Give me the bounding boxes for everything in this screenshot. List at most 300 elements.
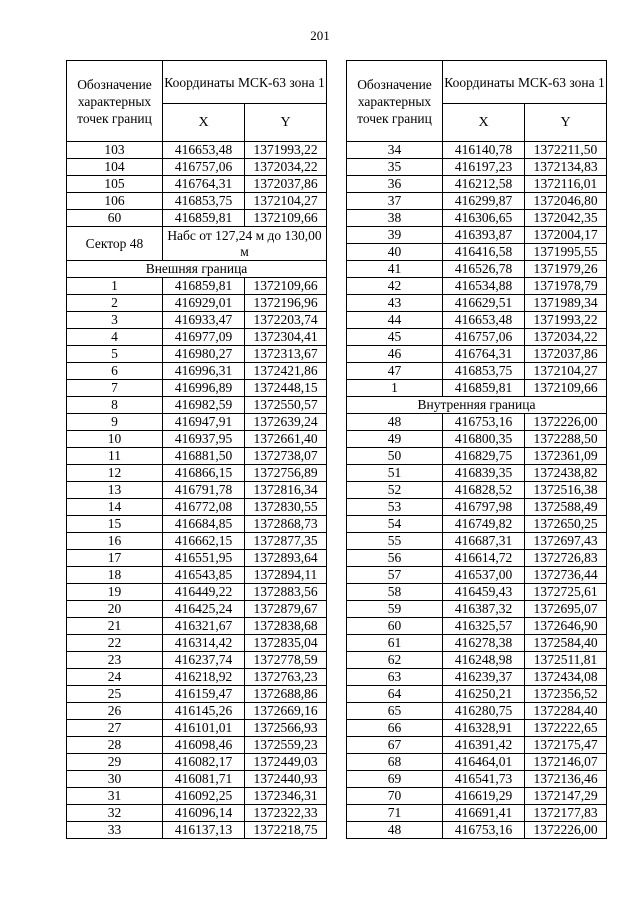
y-value: 1372361,09 (525, 448, 607, 465)
y-value: 1372566,93 (245, 720, 327, 737)
point-id: 46 (347, 346, 443, 363)
y-value: 1372588,49 (525, 499, 607, 516)
point-id: 55 (347, 533, 443, 550)
table-row (347, 227, 607, 244)
x-value: 416619,29 (443, 788, 525, 805)
x-value: 416757,06 (443, 329, 525, 346)
x-value: 416314,42 (163, 635, 245, 652)
point-id: 37 (347, 193, 443, 210)
left-rows-b (67, 278, 327, 839)
point-id: 14 (67, 499, 163, 516)
x-value: 416614,72 (443, 550, 525, 567)
table-row (347, 363, 607, 380)
point-id: 10 (67, 431, 163, 448)
table-row (347, 550, 607, 567)
table-row (347, 652, 607, 669)
table-row (67, 193, 327, 210)
point-id: 48 (347, 822, 443, 839)
y-value: 1372037,86 (245, 176, 327, 193)
page-number: 201 (310, 28, 330, 43)
point-id: 15 (67, 516, 163, 533)
x-value: 416753,16 (443, 822, 525, 839)
table-row (67, 380, 327, 397)
msk-header: Координаты МСК-63 зона 1 (443, 61, 607, 104)
x-value: 416653,48 (163, 142, 245, 159)
designation-header: Обозначение характерных точек границ (67, 61, 163, 142)
y-value: 1372134,83 (525, 159, 607, 176)
point-id: 1 (347, 380, 443, 397)
y-value: 1372313,67 (245, 346, 327, 363)
msk-header: Координаты МСК-63 зона 1 (163, 61, 327, 104)
x-value: 416321,67 (163, 618, 245, 635)
point-id: 58 (347, 584, 443, 601)
x-header: X (163, 104, 245, 142)
point-id: 69 (347, 771, 443, 788)
y-value: 1371989,34 (525, 295, 607, 312)
point-id: 24 (67, 669, 163, 686)
x-value: 416829,75 (443, 448, 525, 465)
y-value: 1372116,01 (525, 176, 607, 193)
table-row (67, 601, 327, 618)
table-row (347, 686, 607, 703)
table-row (67, 414, 327, 431)
sector-value: Набс от 127,24 м до 130,00 м (163, 227, 327, 261)
x-value: 416691,41 (443, 805, 525, 822)
x-value: 416218,92 (163, 669, 245, 686)
point-id: 65 (347, 703, 443, 720)
coordinates-table-left (66, 60, 327, 839)
table-row (67, 312, 327, 329)
point-id: 6 (67, 363, 163, 380)
point-id: 57 (347, 567, 443, 584)
x-value: 416551,95 (163, 550, 245, 567)
y-value: 1372868,73 (245, 516, 327, 533)
y-value: 1371979,26 (525, 261, 607, 278)
x-value: 416757,06 (163, 159, 245, 176)
x-value: 416534,88 (443, 278, 525, 295)
x-value: 416653,48 (443, 312, 525, 329)
x-value: 416393,87 (443, 227, 525, 244)
point-id: 23 (67, 652, 163, 669)
point-id: 51 (347, 465, 443, 482)
x-value: 416996,31 (163, 363, 245, 380)
x-value: 416828,52 (443, 482, 525, 499)
table-row (347, 431, 607, 448)
table-row (347, 448, 607, 465)
table-row (347, 533, 607, 550)
point-id: 104 (67, 159, 163, 176)
table-row (347, 465, 607, 482)
table-row (67, 465, 327, 482)
point-id: 54 (347, 516, 443, 533)
y-value: 1371995,55 (525, 244, 607, 261)
table-row (347, 278, 607, 295)
x-value: 416980,27 (163, 346, 245, 363)
x-value: 416933,47 (163, 312, 245, 329)
table-row (67, 176, 327, 193)
x-value: 416459,43 (443, 584, 525, 601)
table-row (67, 754, 327, 771)
y-value: 1372034,22 (245, 159, 327, 176)
point-id: 33 (67, 822, 163, 839)
table-row (347, 380, 607, 397)
x-value: 416081,71 (163, 771, 245, 788)
point-id: 31 (67, 788, 163, 805)
point-id: 17 (67, 550, 163, 567)
y-value: 1372147,29 (525, 788, 607, 805)
point-id: 22 (67, 635, 163, 652)
y-value: 1372650,25 (525, 516, 607, 533)
y-value: 1372034,22 (525, 329, 607, 346)
point-id: 8 (67, 397, 163, 414)
x-value: 416541,73 (443, 771, 525, 788)
point-id: 1 (67, 278, 163, 295)
point-id: 105 (67, 176, 163, 193)
point-id: 27 (67, 720, 163, 737)
table-row (347, 788, 607, 805)
table-row (67, 346, 327, 363)
table-row (347, 193, 607, 210)
point-id: 25 (67, 686, 163, 703)
y-value: 1372226,00 (525, 822, 607, 839)
y-value: 1372109,66 (245, 278, 327, 295)
x-value: 416082,17 (163, 754, 245, 771)
outer-boundary-label: Внешняя граница (67, 261, 327, 278)
point-id: 70 (347, 788, 443, 805)
table-row (347, 244, 607, 261)
y-value: 1372883,56 (245, 584, 327, 601)
table-row (347, 176, 607, 193)
y-value: 1372322,33 (245, 805, 327, 822)
point-id: 52 (347, 482, 443, 499)
y-value: 1372226,00 (525, 414, 607, 431)
x-value: 416543,85 (163, 567, 245, 584)
table-row (67, 822, 327, 839)
table-row (347, 584, 607, 601)
point-id: 34 (347, 142, 443, 159)
point-id: 28 (67, 737, 163, 754)
point-id: 48 (347, 414, 443, 431)
y-value: 1372346,31 (245, 788, 327, 805)
point-id: 36 (347, 176, 443, 193)
y-value: 1372004,17 (525, 227, 607, 244)
table-row (347, 567, 607, 584)
table-row (67, 703, 327, 720)
y-value: 1372688,86 (245, 686, 327, 703)
table-row (67, 550, 327, 567)
point-id: 68 (347, 754, 443, 771)
y-header: Y (525, 104, 607, 142)
y-value: 1372037,86 (525, 346, 607, 363)
point-id: 20 (67, 601, 163, 618)
x-value: 416212,58 (443, 176, 525, 193)
x-value: 416937,95 (163, 431, 245, 448)
y-value: 1372559,23 (245, 737, 327, 754)
x-value: 416662,15 (163, 533, 245, 550)
point-id: 45 (347, 329, 443, 346)
table-row (67, 516, 327, 533)
table-row (67, 329, 327, 346)
point-id: 12 (67, 465, 163, 482)
y-header: Y (245, 104, 327, 142)
sector-block (67, 227, 327, 278)
y-value: 1372550,57 (245, 397, 327, 414)
y-value: 1372448,15 (245, 380, 327, 397)
point-id: 63 (347, 669, 443, 686)
x-value: 416859,81 (443, 380, 525, 397)
x-value: 416866,15 (163, 465, 245, 482)
y-value: 1372816,34 (245, 482, 327, 499)
table-row (67, 805, 327, 822)
table-row (347, 720, 607, 737)
table-row (347, 482, 607, 499)
table-row (67, 210, 327, 227)
y-value: 1372046,80 (525, 193, 607, 210)
x-value: 416387,32 (443, 601, 525, 618)
y-value: 1372879,67 (245, 601, 327, 618)
point-id: 43 (347, 295, 443, 312)
y-value: 1372438,82 (525, 465, 607, 482)
table-row (347, 805, 607, 822)
table-row (67, 397, 327, 414)
y-value: 1372756,89 (245, 465, 327, 482)
point-id: 67 (347, 737, 443, 754)
point-id: 103 (67, 142, 163, 159)
x-value: 416416,58 (443, 244, 525, 261)
x-value: 416996,89 (163, 380, 245, 397)
y-value: 1372421,86 (245, 363, 327, 380)
y-value: 1372738,07 (245, 448, 327, 465)
point-id: 60 (67, 210, 163, 227)
table-row (347, 295, 607, 312)
y-value: 1372449,03 (245, 754, 327, 771)
y-value: 1371978,79 (525, 278, 607, 295)
y-value: 1372136,46 (525, 771, 607, 788)
point-id: 42 (347, 278, 443, 295)
point-id: 38 (347, 210, 443, 227)
point-id: 26 (67, 703, 163, 720)
right-rows-b (347, 414, 607, 839)
x-value: 416098,46 (163, 737, 245, 754)
x-value: 416537,00 (443, 567, 525, 584)
table-row (347, 142, 607, 159)
table-row (67, 482, 327, 499)
y-value: 1372646,90 (525, 618, 607, 635)
table-row (347, 601, 607, 618)
x-value: 416391,42 (443, 737, 525, 754)
table-row (347, 771, 607, 788)
point-id: 47 (347, 363, 443, 380)
point-id: 2 (67, 295, 163, 312)
table-row (347, 635, 607, 652)
point-id: 11 (67, 448, 163, 465)
x-value: 416328,91 (443, 720, 525, 737)
x-value: 416237,74 (163, 652, 245, 669)
point-id: 21 (67, 618, 163, 635)
y-value: 1372669,16 (245, 703, 327, 720)
table-row (67, 652, 327, 669)
x-value: 416764,31 (443, 346, 525, 363)
x-value: 416797,98 (443, 499, 525, 516)
point-id: 56 (347, 550, 443, 567)
y-value: 1372304,41 (245, 329, 327, 346)
table-row (347, 499, 607, 516)
y-value: 1372778,59 (245, 652, 327, 669)
point-id: 66 (347, 720, 443, 737)
table-row (67, 448, 327, 465)
x-value: 416145,26 (163, 703, 245, 720)
x-value: 416687,31 (443, 533, 525, 550)
x-value: 416772,08 (163, 499, 245, 516)
point-id: 5 (67, 346, 163, 363)
y-value: 1372109,66 (245, 210, 327, 227)
left-rows-a (67, 142, 327, 227)
x-value: 416299,87 (443, 193, 525, 210)
y-value: 1372440,93 (245, 771, 327, 788)
x-value: 416278,38 (443, 635, 525, 652)
x-value: 416853,75 (443, 363, 525, 380)
y-value: 1371993,22 (245, 142, 327, 159)
coordinates-table-right (346, 60, 607, 839)
table-row (347, 210, 607, 227)
x-value: 416239,37 (443, 669, 525, 686)
y-value: 1372877,35 (245, 533, 327, 550)
y-value: 1372695,07 (525, 601, 607, 618)
table-row (67, 431, 327, 448)
point-id: 50 (347, 448, 443, 465)
table-row (347, 312, 607, 329)
y-value: 1372434,08 (525, 669, 607, 686)
point-id: 61 (347, 635, 443, 652)
y-value: 1372104,27 (245, 193, 327, 210)
x-value: 416947,91 (163, 414, 245, 431)
table-row (67, 771, 327, 788)
y-value: 1372835,04 (245, 635, 327, 652)
y-value: 1372639,24 (245, 414, 327, 431)
x-value: 416791,78 (163, 482, 245, 499)
y-value: 1372726,83 (525, 550, 607, 567)
y-value: 1372584,40 (525, 635, 607, 652)
y-value: 1371993,22 (525, 312, 607, 329)
point-id: 49 (347, 431, 443, 448)
table-row (347, 414, 607, 431)
point-id: 59 (347, 601, 443, 618)
point-id: 60 (347, 618, 443, 635)
table-row (67, 295, 327, 312)
y-value: 1372725,61 (525, 584, 607, 601)
point-id: 39 (347, 227, 443, 244)
right-rows-a (347, 142, 607, 397)
table-row (67, 686, 327, 703)
y-value: 1372042,35 (525, 210, 607, 227)
y-value: 1372830,55 (245, 499, 327, 516)
table-row (67, 618, 327, 635)
x-value: 416839,35 (443, 465, 525, 482)
table-row (67, 737, 327, 754)
x-value: 416092,25 (163, 788, 245, 805)
point-id: 40 (347, 244, 443, 261)
table-row (67, 567, 327, 584)
table-row (67, 720, 327, 737)
y-value: 1372146,07 (525, 754, 607, 771)
y-value: 1372222,65 (525, 720, 607, 737)
table-row (67, 669, 327, 686)
point-id: 71 (347, 805, 443, 822)
y-value: 1372203,74 (245, 312, 327, 329)
y-value: 1372177,83 (525, 805, 607, 822)
x-value: 416753,16 (443, 414, 525, 431)
inner-block (347, 397, 607, 414)
y-value: 1372218,75 (245, 822, 327, 839)
y-value: 1372211,50 (525, 142, 607, 159)
point-id: 32 (67, 805, 163, 822)
point-id: 9 (67, 414, 163, 431)
x-value: 416306,65 (443, 210, 525, 227)
x-value: 416280,75 (443, 703, 525, 720)
point-id: 30 (67, 771, 163, 788)
x-value: 416977,09 (163, 329, 245, 346)
x-value: 416140,78 (443, 142, 525, 159)
y-value: 1372697,43 (525, 533, 607, 550)
table-row (347, 261, 607, 278)
table-row (67, 363, 327, 380)
table-row (67, 159, 327, 176)
y-value: 1372893,64 (245, 550, 327, 567)
x-value: 416449,22 (163, 584, 245, 601)
y-value: 1372175,47 (525, 737, 607, 754)
point-id: 7 (67, 380, 163, 397)
x-value: 416929,01 (163, 295, 245, 312)
x-header: X (443, 104, 525, 142)
x-value: 416629,51 (443, 295, 525, 312)
table-row (347, 516, 607, 533)
y-value: 1372196,96 (245, 295, 327, 312)
x-value: 416800,35 (443, 431, 525, 448)
table-row (347, 754, 607, 771)
y-value: 1372516,38 (525, 482, 607, 499)
table-row (347, 822, 607, 839)
point-id: 19 (67, 584, 163, 601)
point-id: 16 (67, 533, 163, 550)
sector-label: Сектор 48 (67, 227, 163, 261)
point-id: 13 (67, 482, 163, 499)
point-id: 41 (347, 261, 443, 278)
table-row (67, 499, 327, 516)
y-value: 1372736,44 (525, 567, 607, 584)
table-row (347, 737, 607, 754)
y-value: 1372356,52 (525, 686, 607, 703)
point-id: 18 (67, 567, 163, 584)
table-row (67, 584, 327, 601)
x-value: 416425,24 (163, 601, 245, 618)
y-value: 1372894,11 (245, 567, 327, 584)
point-id: 35 (347, 159, 443, 176)
point-id: 4 (67, 329, 163, 346)
x-value: 416982,59 (163, 397, 245, 414)
point-id: 44 (347, 312, 443, 329)
x-value: 416526,78 (443, 261, 525, 278)
y-value: 1372661,40 (245, 431, 327, 448)
x-value: 416137,13 (163, 822, 245, 839)
point-id: 29 (67, 754, 163, 771)
x-value: 416096,14 (163, 805, 245, 822)
table-row (67, 278, 327, 295)
table-row (347, 329, 607, 346)
table-row (67, 635, 327, 652)
inner-boundary-label: Внутренняя граница (347, 397, 607, 414)
y-value: 1372104,27 (525, 363, 607, 380)
table-row (67, 533, 327, 550)
